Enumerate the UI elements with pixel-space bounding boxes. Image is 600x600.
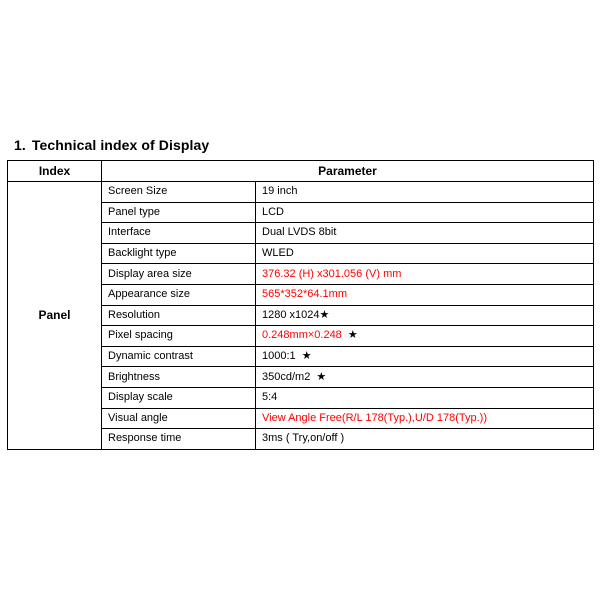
parameter-value: 0.248mm×0.248 (262, 329, 342, 342)
parameter-name: Backlight type (102, 243, 256, 264)
star-icon: ★ (310, 370, 327, 383)
parameter-value: 1280 x1024 (262, 308, 320, 321)
parameter-name: Interface (102, 223, 256, 244)
parameter-value-cell (256, 223, 594, 244)
parameter-value-cell (256, 182, 594, 203)
parameter-value: 350cd/m2 (262, 370, 311, 383)
star-icon: ★ (341, 329, 358, 342)
parameter-name: Resolution (102, 305, 256, 326)
star-icon: ★ (319, 308, 330, 321)
parameter-name: Panel type (102, 202, 256, 223)
parameter-value: 565*352*64.1mm (262, 288, 348, 301)
parameter-value-cell (256, 326, 594, 347)
section-heading (14, 137, 209, 153)
parameter-name: Brightness (102, 367, 256, 388)
parameter-name: Screen Size (102, 182, 256, 203)
header-row (8, 161, 594, 182)
group-label: Panel (8, 182, 102, 450)
parameter-value-cell (256, 429, 594, 450)
parameter-value-cell (256, 202, 594, 223)
parameter-name: Appearance size (102, 284, 256, 305)
parameter-value: View Angle Free(R/L 178(Typ.),U/D 178(Typ.)) (262, 411, 487, 424)
parameter-value-cell (256, 346, 594, 367)
section-number: 1. (14, 137, 26, 153)
parameter-value-cell (256, 387, 594, 408)
table-row (8, 182, 594, 203)
parameter-value-cell (256, 264, 594, 285)
parameter-value: 3ms ( Try,on/off ) (262, 432, 345, 445)
parameter-name: Visual angle (102, 408, 256, 429)
section-title: Technical index of Display (31, 137, 210, 153)
header-parameter: Parameter (102, 161, 594, 182)
parameter-value-cell (256, 367, 594, 388)
parameter-name: Pixel spacing (102, 326, 256, 347)
parameter-value-cell (256, 284, 594, 305)
parameter-value-cell (256, 305, 594, 326)
parameter-name: Dynamic contrast (102, 346, 256, 367)
spec-body (8, 182, 594, 450)
parameter-value: 1000:1 (262, 350, 296, 363)
parameter-name: Display area size (102, 264, 256, 285)
parameter-value-cell (256, 243, 594, 264)
display-spec-table (7, 160, 594, 450)
parameter-value: LCD (262, 205, 285, 218)
parameter-value: 376.32 (H) x301.056 (V) mm (262, 267, 402, 280)
header-index: Index (8, 161, 102, 182)
parameter-value: 5:4 (262, 391, 278, 404)
parameter-value-cell (256, 408, 594, 429)
parameter-name: Display scale (102, 387, 256, 408)
star-icon: ★ (295, 350, 312, 363)
parameter-value: WLED (262, 247, 294, 260)
parameter-name: Response time (102, 429, 256, 450)
parameter-value: Dual LVDS 8bit (262, 226, 337, 239)
parameter-value: 19 inch (262, 185, 298, 198)
